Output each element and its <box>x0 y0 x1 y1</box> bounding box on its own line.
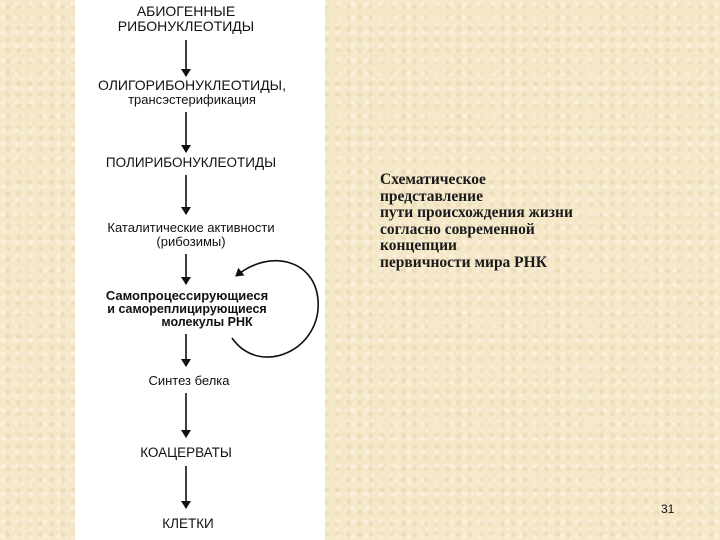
node-line: КОАЦЕРВАТЫ <box>140 445 232 460</box>
node-coacervates <box>118 446 254 460</box>
node-line: ОЛИГОРИБОНУКЛЕОТИДЫ, <box>98 77 286 93</box>
node-oligoribonucleotides <box>78 78 306 106</box>
caption-line: концепции <box>380 237 457 255</box>
node-self-processing-rna <box>96 289 278 329</box>
node-line: Синтез белка <box>148 373 230 388</box>
node-line: и самореплицирующиеся <box>107 301 267 316</box>
caption-line: первичности мира РНК <box>380 253 547 271</box>
node-line: (рибозимы) <box>156 233 226 249</box>
node-abiogenic-ribonucleotides <box>110 4 262 33</box>
node-line: РИБОНУКЛЕОТИДЫ <box>117 17 255 34</box>
node-catalytic-activities <box>88 221 294 248</box>
page-number: 31 <box>661 502 675 516</box>
caption-line: Схематическое <box>380 171 486 188</box>
caption-line: представление <box>380 187 483 205</box>
node-line: ПОЛИРИБОНУКЛЕОТИДЫ <box>105 155 277 170</box>
node-polyribonucleotides <box>86 156 296 170</box>
node-cells <box>138 517 238 531</box>
node-line: Самопроцессирующиеся <box>105 288 269 303</box>
caption-line: согласно современной <box>380 220 535 238</box>
node-line: трансэстерификация <box>128 91 256 107</box>
node-line: КЛЕТКИ <box>162 516 214 531</box>
node-protein-synthesis <box>128 374 250 388</box>
node-line: АБИОГЕННЫЕ <box>136 3 236 19</box>
node-line: Каталитические активности <box>107 220 275 235</box>
caption <box>380 172 680 272</box>
node-line: молекулы РНК <box>161 314 253 329</box>
caption-line: пути происхождения жизни <box>380 204 573 222</box>
